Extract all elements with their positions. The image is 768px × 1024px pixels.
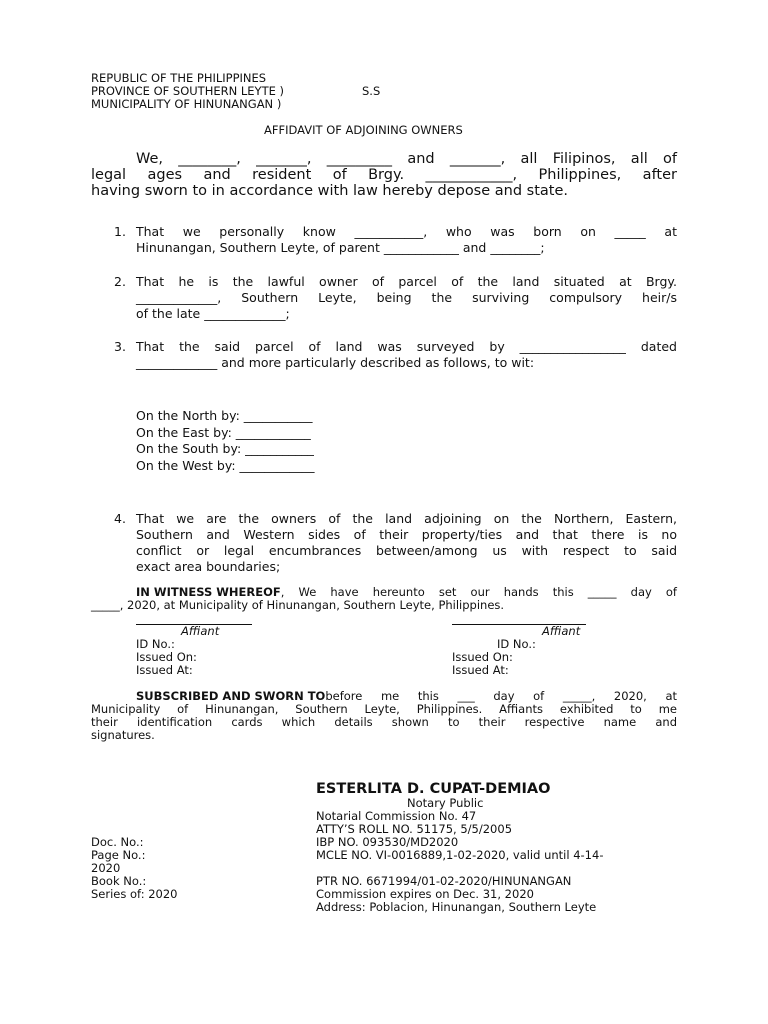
- notary-commission: Notarial Commission No. 47: [316, 809, 477, 823]
- notary-name: ESTERLITA D. CUPAT-DEMIAO: [316, 781, 551, 797]
- notary-expires: Commission expires on Dec. 31, 2020: [316, 887, 534, 901]
- witness-heading: IN WITNESS WHEREOF: [136, 585, 281, 599]
- item-4-line-3: conflict or legal encumbrances between/among us with respect to said: [136, 543, 677, 558]
- item-2-line-2: _____________, Southern Leyte, being the surviving compulsory heir/s: [136, 290, 677, 305]
- bound-west: On the West by: ____________: [136, 458, 315, 473]
- affiant-left-id: ID No.:: [136, 637, 175, 651]
- docket-page-continuation: 2020: [91, 861, 121, 875]
- intro-line-1: We, ________, _______, _________ and _______, all Filipinos, all of: [136, 151, 677, 167]
- docket-book-no: Book No.:: [91, 874, 147, 888]
- affiant-left-label: Affiant: [181, 624, 220, 638]
- subscribed-line-4: signatures.: [91, 728, 155, 742]
- intro-line-3: having sworn to in accordance with law hereby depose and state.: [91, 183, 568, 199]
- item-4-line-1: That we are the owners of the land adjoining on the Northern, Eastern,: [136, 511, 677, 526]
- header-republic: REPUBLIC OF THE PHILIPPINES: [91, 71, 267, 85]
- affiant-left-issued-at: Issued At:: [136, 663, 193, 677]
- affiant-right-id: ID No.:: [497, 637, 536, 651]
- bound-south: On the South by: ___________: [136, 441, 314, 456]
- item-3-line-1: That the said parcel of land was surveyed by _________________ dated: [136, 339, 677, 354]
- item-1-number: 1.: [114, 224, 126, 239]
- subscribed-line-3: their identification cards which details shown to their respective name and: [91, 715, 677, 729]
- bound-north: On the North by: ___________: [136, 408, 313, 423]
- item-3-line-2: _____________ and more particularly described as follows, to wit:: [136, 355, 535, 370]
- document-title: AFFIDAVIT OF ADJOINING OWNERS: [264, 123, 463, 137]
- affiant-right-label: Affiant: [542, 624, 581, 638]
- header-municipality: MUNICIPALITY OF HINUNANGAN ): [91, 97, 282, 111]
- witness-text: , We have hereunto set our hands this _____ day of: [280, 585, 677, 599]
- witness-line-2: _____, 2020, at Municipality of Hinunangan, Southern Leyte, Philippines.: [91, 598, 505, 612]
- docket-page-no: Page No.:: [91, 848, 146, 862]
- docket-doc-no: Doc. No.:: [91, 835, 144, 849]
- notary-ptr: PTR NO. 6671994/01-02-2020/HINUNANGAN: [316, 874, 572, 888]
- notary-roll: ATTY’S ROLL NO. 51175, 5/5/2005: [316, 822, 513, 836]
- item-4-line-4: exact area boundaries;: [136, 559, 281, 574]
- header-ss: S.S: [362, 84, 381, 98]
- subscribed-line-2: Municipality of Hinunangan, Southern Leyte, Philippines. Affiants exhibited to me: [91, 702, 677, 716]
- intro-line-2: legal ages and resident of Brgy. ____________, Philippines, after: [91, 167, 677, 183]
- subscribed-heading: SUBSCRIBED AND SWORN TO: [136, 689, 326, 703]
- affiant-left-issued-on: Issued On:: [136, 650, 197, 664]
- item-2-number: 2.: [114, 274, 126, 289]
- affiant-right-issued-at: Issued At:: [452, 663, 509, 677]
- docket-series: Series of: 2020: [91, 887, 178, 901]
- item-4-number: 4.: [114, 511, 126, 526]
- item-3-number: 3.: [114, 339, 126, 354]
- notary-mcle: MCLE NO. VI-0016889,1-02-2020, valid until 4-14-: [316, 848, 604, 862]
- bound-east: On the East by: ____________: [136, 425, 311, 440]
- subscribed-text: before me this ___ day of _____, 2020, at: [325, 689, 677, 703]
- notary-title: Notary Public: [407, 796, 484, 810]
- header-province: PROVINCE OF SOUTHERN LEYTE ): [91, 84, 284, 98]
- item-2-line-3: of the late _____________;: [136, 306, 290, 321]
- item-1-line-2: Hinunangan, Southern Leyte, of parent ____________ and ________;: [136, 240, 545, 255]
- item-4-line-2: Southern and Western sides of their property/ties and that there is no: [136, 527, 677, 542]
- notary-address: Address: Poblacion, Hinunangan, Southern Leyte: [316, 900, 597, 914]
- notary-ibp: IBP NO. 093530/MD2020: [316, 835, 459, 849]
- item-1-line-1: That we personally know ___________, who was born on _____ at: [136, 224, 677, 239]
- affiant-right-issued-on: Issued On:: [452, 650, 513, 664]
- item-2-line-1: That he is the lawful owner of parcel of the land situated at Brgy.: [136, 274, 677, 289]
